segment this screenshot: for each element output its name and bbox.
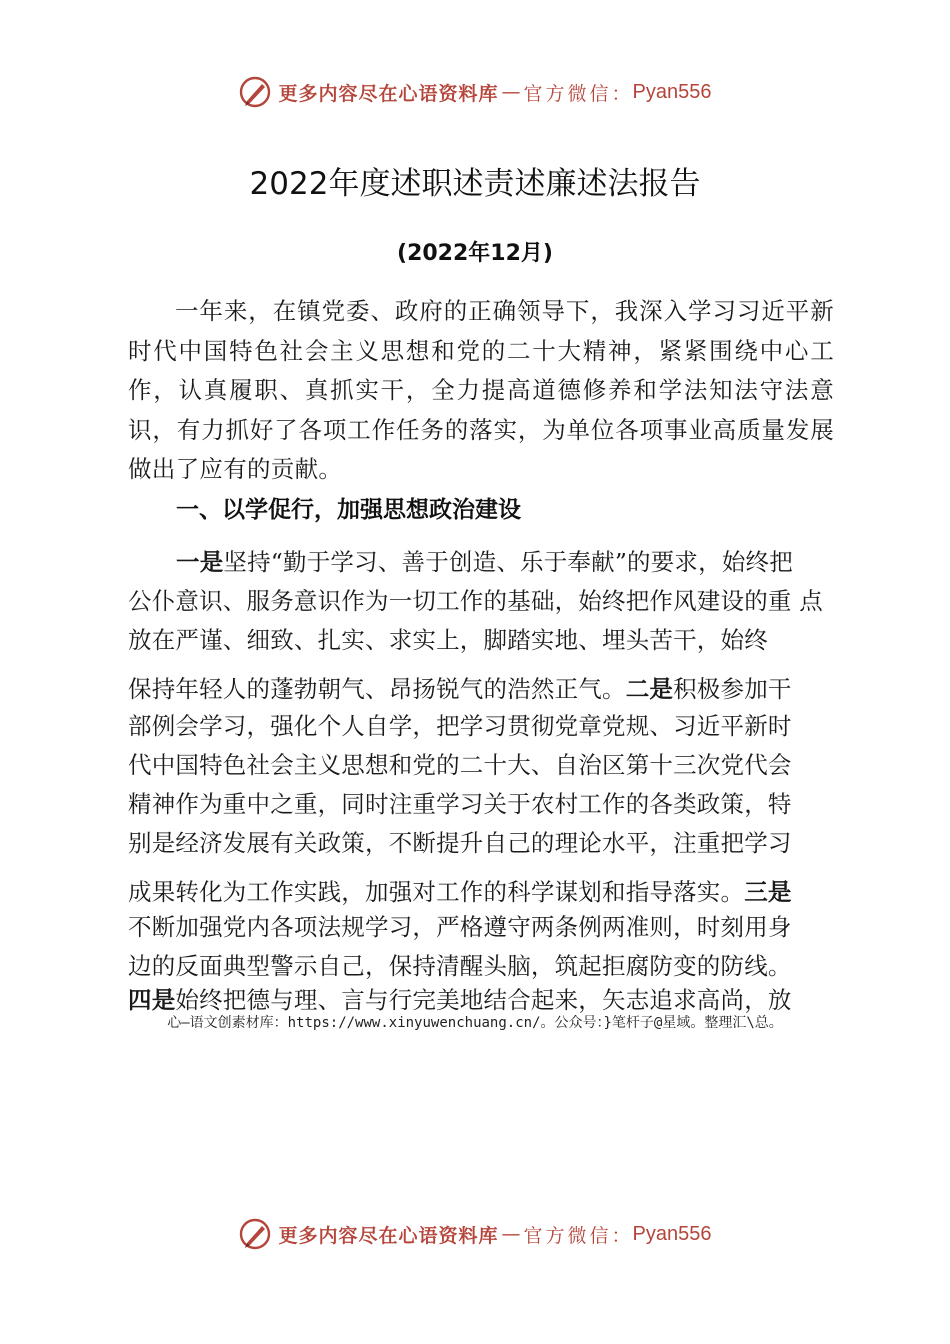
body-line (128, 947, 792, 981)
pen-logo-icon (238, 1217, 272, 1251)
line-text: 始终把德与理、言与行完美地结合起来，矢志追求高尚，放 (175, 986, 792, 1014)
line-text: 保持年轻人的蓬勃朝气、昂扬锐气的浩然正气。 (128, 675, 626, 703)
body-line (128, 670, 792, 704)
banner-dash: — (501, 81, 521, 103)
line-text: 别是经济发展有关政策，不断提升自己的理论水平，注重把学习 (128, 829, 792, 857)
banner-official: 官方微信 (523, 82, 612, 105)
line-text: 代中国特色社会主义思想和党的二十大、自治区第十三次党代会 (128, 751, 792, 779)
footer-note: 心—语文创素材库：https://www.xinyuwenchuang.cn/。公众号：}笔杆子@星域。整理汇\总。 (167, 1015, 783, 1031)
body-line (128, 582, 823, 616)
pen-logo-icon (238, 75, 272, 109)
banner-wechat-id: Pyan556 (632, 1222, 712, 1245)
body-line (128, 908, 792, 942)
line-text: 公仆意识、服务意识作为一切工作的基础，始终把作风建设的重 点 (128, 587, 823, 615)
line-text: 积极参加干 (673, 675, 792, 703)
banner-wechat-id: Pyan556 (632, 80, 712, 103)
banner-official: 官方微信 (523, 1224, 612, 1247)
line-text: 成果转化为工作实践，加强对工作的科学谋划和指导落实。 (128, 878, 745, 906)
line-text: 精神作为重中之重，同时注重学习关于农村工作的各类政策，特 (128, 790, 792, 818)
line-text: 部例会学习，强化个人自学，把学习贯彻党章党规、习近平新时 (128, 712, 792, 740)
body-line (128, 746, 792, 780)
intro-paragraph: 一年来，在镇党委、政府的正确领导下，我深入学习习近平新时代中国特色社会主义思想和党的二十大精神，紧紧围绕中心工作，认真履职、真抓实干，全力提高道德修养和学法知法守法意识，有力抓好了各项工作任务的落实，为单位各项事业高质量发展做出了应有的贡献。 (128, 297, 834, 483)
banner-brand: 更多内容尽在心语资料库 (278, 1224, 499, 1247)
banner-dash: — (501, 1223, 521, 1245)
point-marker: 三是 (744, 878, 792, 906)
document-title: 2022年度述职述责述廉述法报告 (249, 166, 701, 202)
point-marker: 一是 (176, 548, 224, 576)
line-text: 坚持“勤于学习、善于创造、乐于奉献”的要求，始终把 (223, 548, 793, 576)
body-line (128, 707, 792, 741)
body-line (176, 543, 793, 577)
banner-colon: ： (611, 1224, 631, 1247)
body-line (128, 981, 792, 1015)
banner-brand: 更多内容尽在心语资料库 (278, 82, 499, 105)
line-text: 不断加强党内各项法规学习，严格遵守两条例两准则，时刻用身 (128, 913, 792, 941)
document-date: (2022年12月) (397, 241, 553, 266)
line-text: 边的反面典型警示自己，保持清醒头脑，筑起拒腐防变的防线。 (128, 952, 792, 980)
banner-colon: ： (611, 82, 631, 105)
point-marker: 四是 (128, 986, 176, 1014)
body-line (128, 621, 768, 655)
bottom-banner (0, 1214, 950, 1254)
body-line (128, 785, 792, 819)
line-text: 放在严谨、细致、扎实、求实上，脚踏实地、埋头苦干，始终 (128, 626, 768, 654)
top-banner (0, 72, 950, 112)
body-line (128, 873, 792, 907)
section-heading: 一、以学促行，加强思想政治建设 (176, 497, 521, 523)
body-line (128, 824, 792, 858)
point-marker: 二是 (625, 675, 674, 703)
